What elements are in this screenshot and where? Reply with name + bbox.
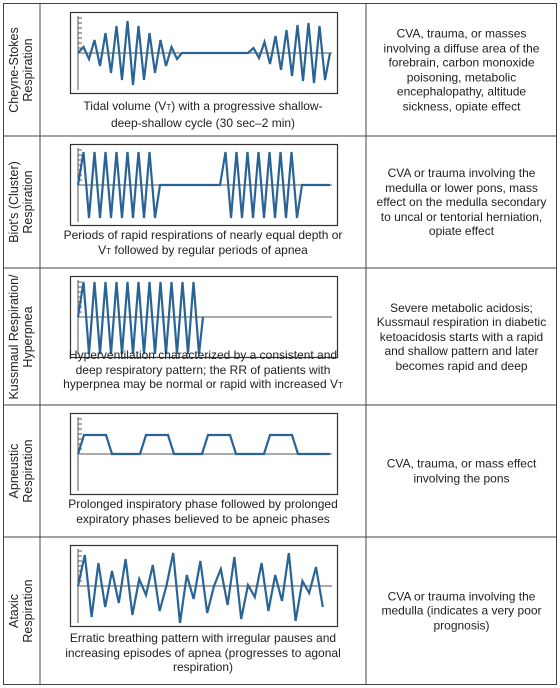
pattern-description: Periods of rapid respirations of nearly equal depth or VT followed by regular periods of apnea — [63, 228, 343, 257]
respiration-waveform — [78, 553, 323, 623]
pattern-name — [7, 579, 35, 642]
pattern-name-line: Respiration — [21, 578, 35, 643]
waveform-box — [70, 413, 338, 495]
causes-cell — [366, 537, 557, 684]
pattern-name-line: Respiration — [21, 170, 35, 234]
waveform-cell — [40, 4, 366, 136]
pattern-description: Erratic breathing pattern with irregular pauses and increasing episodes of apnea (progresses to agonal respiration) — [65, 631, 341, 674]
waveform-box — [70, 276, 338, 358]
causes-cell — [366, 4, 557, 136]
causes-cell — [366, 136, 557, 268]
pattern-description: Hyperventilation characterized by a consistent and deep respiratory pattern; the RR of patients with hyperpnea may be normal or rapid with increased VT — [63, 348, 343, 391]
waveform-chart — [70, 144, 338, 226]
respiration-waveform — [78, 282, 203, 354]
pattern-name-line: Hyperpnea — [21, 305, 35, 368]
pattern-name-line: Apneustic — [7, 443, 21, 499]
pattern-name-cell — [3, 405, 39, 537]
waveform-box — [70, 12, 338, 94]
waveform-cell — [40, 405, 366, 537]
pattern-description: Prolonged inspiratory phase followed by prolonged expiratory phases believed to be apneic phases — [68, 497, 338, 526]
pattern-causes: CVA or trauma involving the medulla or lower pons, mass effect on the medulla secondary to uncal or tentorial herniation, opiate effect — [376, 165, 547, 238]
causes-cell — [366, 405, 557, 537]
pattern-name — [7, 439, 35, 502]
pattern-row — [3, 405, 557, 537]
pattern-name-line: Ataxic — [7, 593, 21, 628]
waveform-box — [70, 144, 338, 226]
waveform-cell — [40, 136, 366, 268]
pattern-name-line: Kussmaul Respiration/ — [7, 273, 21, 400]
pattern-causes: Severe metabolic acidosis; Kussmaul respiration in diabetic ketoacidosis starts with a rapid and shallow pattern and later becomes rapid and deep — [376, 300, 547, 373]
pattern-name-line: Cheyne-Stokes — [7, 27, 21, 113]
pattern-description: Tidal volume (VT) with a progressive shallow- deep-shallow cycle (30 sec–2 min) — [83, 99, 323, 130]
pattern-name-cell — [3, 268, 39, 405]
pattern-name-line: Biot's (Cluster) — [7, 161, 21, 243]
waveform-chart — [70, 12, 338, 94]
pattern-name-cell — [3, 4, 39, 136]
pattern-row — [3, 268, 557, 405]
pattern-row — [3, 136, 557, 268]
causes-cell — [366, 268, 557, 405]
pattern-name-cell — [3, 136, 39, 268]
waveform-box — [70, 545, 338, 627]
pattern-name-line: Respiration — [21, 439, 35, 503]
waveform-cell — [40, 268, 366, 405]
pattern-row — [3, 537, 557, 684]
waveform-cell — [40, 537, 366, 684]
waveform-chart — [70, 276, 338, 358]
pattern-name — [7, 274, 35, 399]
pattern-name — [7, 161, 35, 243]
pattern-row — [3, 4, 557, 136]
respiration-waveform — [78, 435, 330, 454]
waveform-chart — [70, 413, 338, 495]
pattern-name-cell — [3, 537, 39, 684]
pattern-name-line: Respiration — [21, 38, 35, 102]
pattern-causes: CVA, trauma, or masses involving a diffuse area of the forebrain, carbon monoxide poisoning, metabolic encephalopathy, altitude sickness, opiate effect — [383, 26, 540, 113]
waveform-chart — [70, 545, 338, 627]
pattern-name — [7, 27, 35, 112]
pattern-causes: CVA or trauma involving the medulla (indicates a very poor prognosis) — [381, 588, 542, 632]
pattern-causes: CVA, trauma, or mass effect involving the pons — [386, 456, 537, 485]
